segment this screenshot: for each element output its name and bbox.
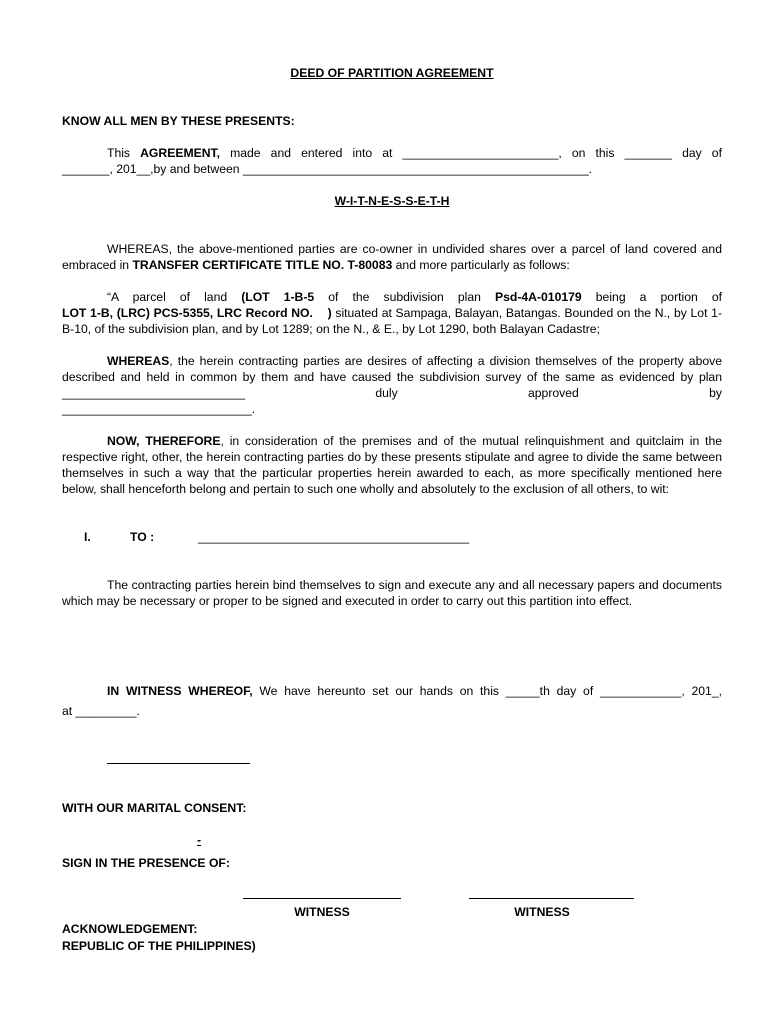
whereas-paragraph-2: WHEREAS, the herein contracting parties are desires of affecting a division themselves of the property above described and held in common by them and have caused the subdivision survey of the same as evidenced by plan ___________________________ duly approved by [62,354,722,400]
now-therefore-paragraph: NOW, THEREFORE, in consideration of the premises and of the mutual relinquishment and quitclaim in the respective right, other, the herein contracting parties do by these presents stipulate and agree to divide the same between themselves in such a way that the particular properties herein awarded to each, as more specifically mentioned here below, shall henceforth belong and pertain to such one wholly and absolutely to the exclusion of all others, to wit: [62,434,723,496]
in-witness-line-2: at _________. [62,704,140,718]
signature-line [107,763,250,764]
witness-signature-line-1 [243,898,401,899]
parcel-description: “A parcel of land (LOT 1-B-5 of the subdivision plan Psd-4A-010179 being a portion of LOT 1-B, (LRC) PCS-5355, LRC Record NO. ) situated at Sampaga, Balayan, Batangas. Bounded on the N., by Lot 1-B-10, of the subdivision plan, and by Lot 1289; on the N., & E., by Lot 1290, both Balayan Cadastre; [62,290,723,336]
republic-line: REPUBLIC OF THE PHILIPPINES) [62,939,256,953]
document-title [62,65,722,81]
title-text: DEED OF PARTITION AGREEMENT [290,66,494,80]
whereas-paragraph-2-end: ____________________________. [62,402,256,416]
in-witness-line-1: IN WITNESS WHEREOF, We have hereunto set our hands on this _____th day of ____________, 201_, [107,684,722,698]
witness-signature-line-2 [469,898,634,899]
bind-paragraph: The contracting parties herein bind themselves to sign and execute any and all necessary papers and documents which may be necessary or proper to be signed and executed in order to carry out this partition into effect. [62,578,722,608]
presence-heading: SIGN IN THE PRESENCE OF: [62,856,230,870]
marital-consent-heading: WITH OUR MARITAL CONSENT: [62,801,247,815]
whereas-paragraph-1: WHEREAS, the above-mentioned parties are co-owner in undivided shares over a parcel of land covered and embraced in TRANSFER CERTIFICATE TITLE NO. T-80083 and more particularly as follows: [62,242,722,272]
witness-label-1: WITNESS [294,905,350,919]
agreement-line-1: This AGREEMENT, made and entered into at _______________________, on this _______ day of [107,146,722,160]
item-number: I. [84,530,91,544]
acknowledgement-heading: ACKNOWLEDGEMENT: [62,922,198,936]
intro-text: KNOW ALL MEN BY THESE PRESENTS: [62,114,295,128]
item-to-label: TO : [130,530,155,544]
item-blank: ________________________________________ [198,530,470,544]
agreement-line-2: _______, 201__,by and between ___________________________________________________. [62,162,593,176]
witness-label-2: WITNESS [514,905,570,919]
witnesseth-heading: W-I-T-N-E-S-S-E-T-H [334,194,450,208]
dash-mark: - [197,833,202,847]
intro-heading [62,113,722,129]
